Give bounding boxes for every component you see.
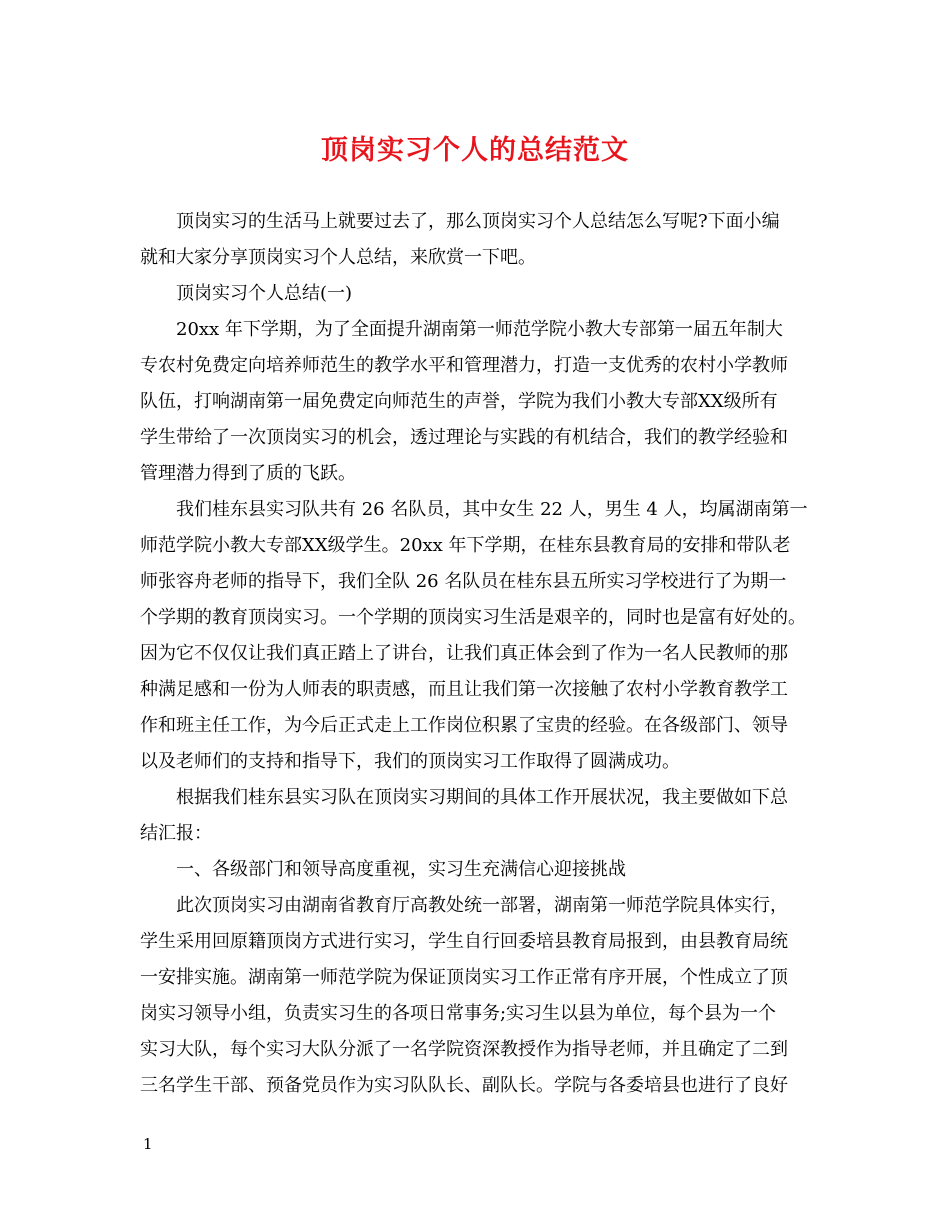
body-line: 根据我们桂东县实习队在顶岗实习期间的具体工作开展状况，我主要做如下总 [176, 787, 788, 808]
body-line: 三名学生干部、预备党员作为实习队队长、副队长。学院与各委培县也进行了良好 [140, 1075, 788, 1096]
body-line: 专农村免费定向培养师范生的教学水平和管理潜力，打造一支优秀的农村小学教师 [140, 355, 788, 376]
body-line: 实习大队，每个实习大队分派了一名学院资深教授作为指导老师，并且确定了二到 [140, 1039, 788, 1060]
body-line: 20xx 年下学期，为了全面提升湖南第一师范学院小教大专部第一届五年制大 [176, 319, 783, 340]
body-line: 师张容舟老师的指导下，我们全队 26 名队员在桂东县五所实习学校进行了为期一 [140, 571, 787, 592]
body-line: 岗实习领导小组，负责实习生的各项日常事务;实习生以县为单位，每个县为一个 [140, 1003, 777, 1024]
page-number: 1 [143, 1135, 153, 1153]
body-line: 结汇报： [140, 823, 212, 844]
body-line: 一、各级部门和领导高度重视，实习生充满信心迎接挑战 [176, 859, 626, 880]
body-line: 队伍，打响湖南第一届免费定向师范生的声誉，学院为我们小教大专部XX级所有 [140, 391, 778, 412]
body-line: 学生采用回原籍顶岗方式进行实习，学生自行回委培县教育局报到，由县教育局统 [140, 931, 788, 952]
body-line: 我们桂东县实习队共有 26 名队员，其中女生 22 人，男生 4 人，均属湖南第一 [176, 499, 808, 520]
body-line: 顶岗实习个人总结(一) [176, 283, 353, 304]
body-line: 顶岗实习的生活马上就要过去了，那么顶岗实习个人总结怎么写呢?下面小编 [176, 211, 780, 232]
body-line: 因为它不仅仅让我们真正踏上了讲台，让我们真正体会到了作为一名人民教师的那 [140, 643, 788, 664]
body-line: 作和班主任工作，为今后正式走上工作岗位积累了宝贵的经验。在各级部门、领导 [140, 715, 788, 736]
body-line: 一安排实施。湖南第一师范学院为保证顶岗实习工作正常有序开展，个性成立了顶 [140, 967, 788, 988]
body-line: 管理潜力得到了质的飞跃。 [140, 463, 356, 484]
body-line: 师范学院小教大专部XX级学生。20xx 年下学期，在桂东县教育局的安排和带队老 [140, 535, 791, 556]
document-body [140, 204, 812, 1104]
body-line: 就和大家分享顶岗实习个人总结，来欣赏一下吧。 [140, 247, 536, 268]
body-line: 学生带给了一次顶岗实习的机会，透过理论与实践的有机结合，我们的教学经验和 [140, 427, 788, 448]
body-line: 种满足感和一份为人师表的职责感，而且让我们第一次接触了农村小学教育教学工 [140, 679, 788, 700]
document-title: 顶岗实习个人的总结范文 [321, 135, 629, 166]
body-line: 个学期的教育顶岗实习。一个学期的顶岗实习生活是艰辛的，同时也是富有好处的。 [140, 607, 806, 628]
body-line: 此次顶岗实习由湖南省教育厅高教处统一部署，湖南第一师范学院具体实行， [176, 895, 788, 916]
body-line: 以及老师们的支持和指导下，我们的顶岗实习工作取得了圆满成功。 [140, 751, 680, 772]
